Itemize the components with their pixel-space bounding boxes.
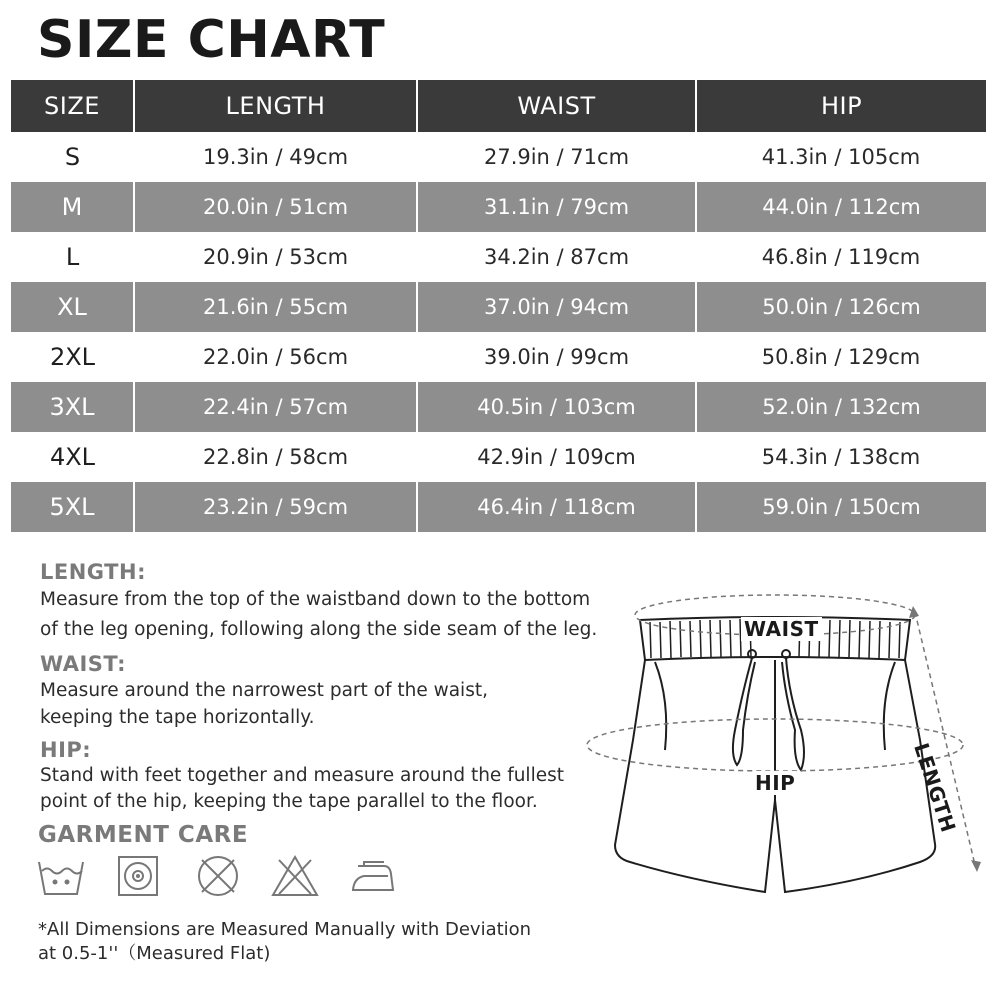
page-title: SIZE CHART — [37, 10, 386, 70]
length-label: LENGTH — [909, 740, 961, 836]
waist-label: WAIST — [741, 617, 822, 641]
waist-cell: 31.1in / 79cm — [417, 182, 696, 232]
waist-cell: 27.9in / 71cm — [483, 145, 630, 169]
do-not-dry-clean-icon — [196, 854, 240, 898]
size-cell: S — [64, 143, 81, 171]
hip-cell: 46.8in / 119cm — [761, 245, 921, 269]
length-cell: 21.6in / 55cm — [134, 282, 417, 332]
hip-body: Stand with feet together and measure around the fullest point of the hip, keeping the tape parallel to the floor. — [40, 765, 564, 812]
tumble-dry-icon — [116, 854, 160, 898]
waist-cell: 40.5in / 103cm — [417, 382, 696, 432]
waist-body: Measure around the narrowest part of the waist, keeping the tape horizontally. — [40, 680, 488, 728]
hip-cell: 52.0in / 132cm — [696, 382, 986, 432]
size-cell: M — [11, 182, 134, 232]
waist-cell: 46.4in / 118cm — [417, 482, 696, 532]
length-body: Measure from the top of the waistband down to the bottom of the leg opening, following along the side seam of the leg. — [40, 589, 598, 640]
length-cell: 20.0in / 51cm — [134, 182, 417, 232]
hip-label: HIP — [755, 771, 796, 795]
table-header-row — [11, 80, 986, 132]
header-size: SIZE — [11, 80, 134, 132]
size-cell: 5XL — [11, 482, 134, 532]
length-description — [40, 559, 630, 645]
header-hip: HIP — [696, 80, 986, 132]
table-row — [11, 132, 986, 182]
waist-cell: 42.9in / 109cm — [477, 445, 636, 469]
footnote: *All Dimensions are Measured Manually with Deviation at 0.5-1''（Measured Flat) — [38, 919, 532, 964]
hip-heading: HIP: — [40, 738, 92, 762]
table-row — [11, 232, 986, 282]
hip-cell: 50.0in / 126cm — [696, 282, 986, 332]
table-row — [11, 432, 986, 482]
do-not-bleach-icon — [270, 854, 320, 898]
waist-heading: WAIST: — [40, 652, 126, 676]
hip-cell: 59.0in / 150cm — [696, 482, 986, 532]
header-waist: WAIST — [417, 80, 696, 132]
shorts-measurement-diagram — [575, 580, 995, 925]
table-row — [11, 332, 986, 382]
length-cell: 19.3in / 49cm — [202, 145, 349, 169]
size-cell: L — [65, 243, 80, 271]
length-cell: 23.2in / 59cm — [134, 482, 417, 532]
hip-cell: 41.3in / 105cm — [761, 145, 921, 169]
length-cell: 22.0in / 56cm — [202, 345, 349, 369]
length-cell: 20.9in / 53cm — [202, 245, 349, 269]
hip-cell: 54.3in / 138cm — [761, 445, 921, 469]
hip-description — [40, 737, 630, 815]
size-cell: 2XL — [49, 343, 96, 371]
length-heading: LENGTH: — [40, 560, 146, 584]
length-cell: 22.4in / 57cm — [134, 382, 417, 432]
size-cell: 4XL — [49, 443, 96, 471]
waist-cell: 39.0in / 99cm — [483, 345, 630, 369]
hip-cell: 50.8in / 129cm — [761, 345, 921, 369]
garment-care-heading: GARMENT CARE — [38, 822, 249, 848]
iron-icon — [350, 854, 396, 898]
length-cell: 22.8in / 58cm — [202, 445, 349, 469]
size-cell: 3XL — [11, 382, 134, 432]
size-chart-table — [11, 80, 986, 532]
size-cell: XL — [11, 282, 134, 332]
table-row — [11, 282, 986, 332]
header-length: LENGTH — [134, 80, 417, 132]
table-body — [11, 132, 986, 532]
hip-cell: 44.0in / 112cm — [696, 182, 986, 232]
table-row — [11, 382, 986, 432]
wash-30-icon — [36, 854, 86, 898]
waist-description — [40, 651, 630, 731]
table-row — [11, 482, 986, 532]
waist-cell: 34.2in / 87cm — [483, 245, 630, 269]
waist-cell: 37.0in / 94cm — [417, 282, 696, 332]
table-row — [11, 182, 986, 232]
